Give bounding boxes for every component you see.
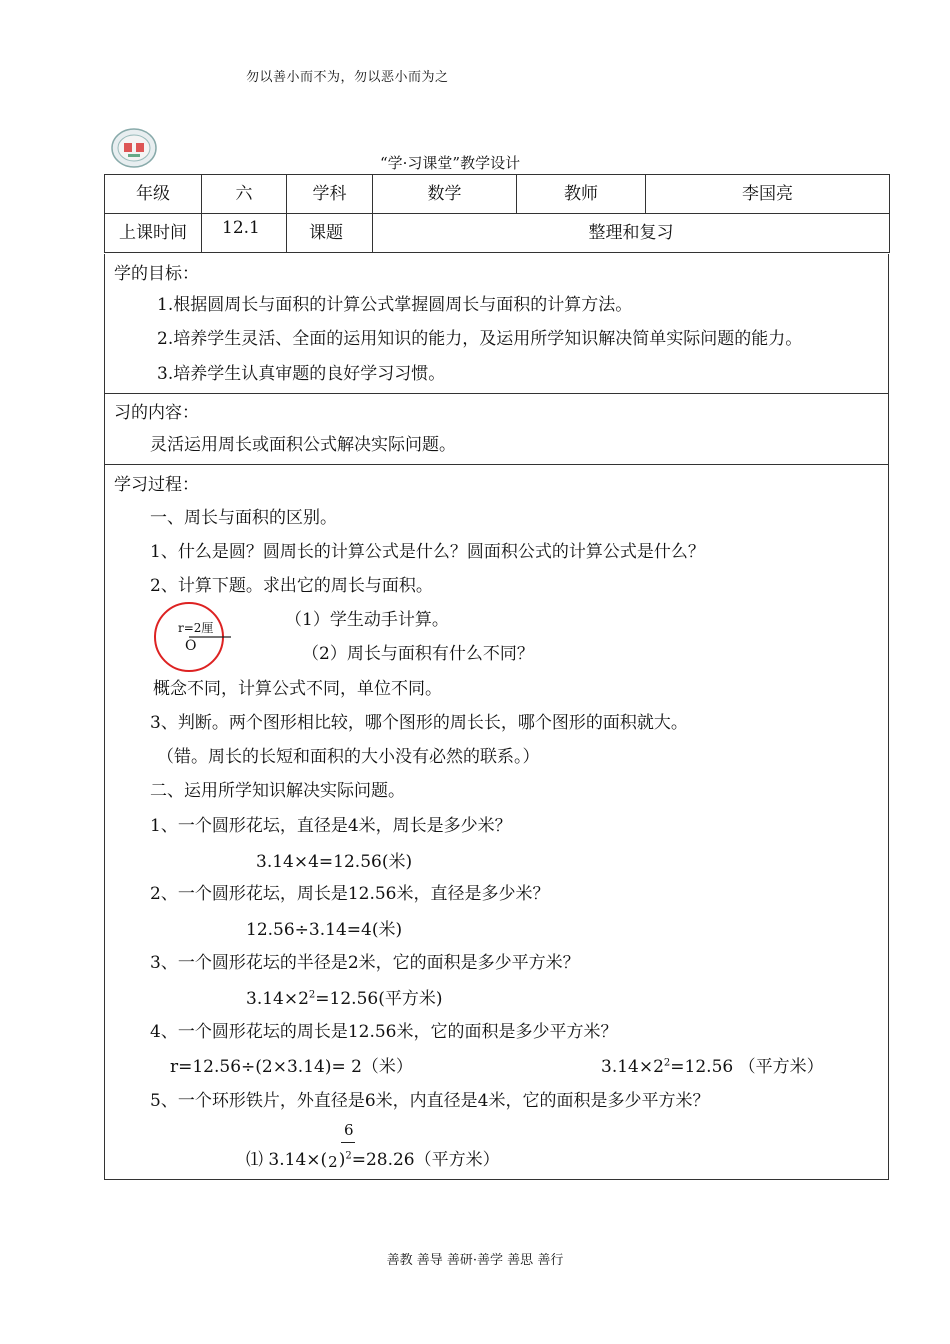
problem-3: 3、一个圆形花坛的半径是2米，它的面积是多少平方米？ (150, 953, 580, 973)
document-title: “学·习课堂”教学设计 (380, 154, 521, 172)
goal-item: 3.培养学生认真审题的良好学习习惯。 (157, 364, 446, 384)
problem-2: 2、一个圆形花坛，周长是12.56米，直径是多少米？ (150, 884, 550, 904)
teacher-value: 李国亮 (742, 184, 793, 204)
goals-section (104, 254, 889, 394)
question-3: 3、判断。两个图形相比较，哪个图形的周长长，哪个图形的面积就大。 (150, 713, 688, 733)
step-2: （2）周长与面积有什么不同？ (302, 644, 534, 664)
topic-value: 整理和复习 (588, 223, 674, 243)
time-value: 12.1 (222, 218, 260, 238)
content-heading: 习的内容： (114, 403, 199, 423)
question-1: 1、什么是圆？圆周长的计算公式是什么？圆面积公式的计算公式是什么？ (150, 542, 705, 562)
school-logo (111, 128, 157, 168)
goal-item: 1.根据圆周长与面积的计算公式掌握圆周长与面积的计算方法。 (157, 295, 633, 315)
topic-label: 课题 (309, 223, 343, 243)
problem-1: 1、一个圆形花坛，直径是4米，周长是多少米？ (150, 816, 512, 836)
problem-5: 5、一个环形铁片，外直径是6米，内直径是4米，它的面积是多少平方米？ (150, 1091, 710, 1111)
content-text: 灵活运用周长或面积公式解决实际问题。 (150, 435, 456, 455)
goals-heading: 学的目标： (114, 264, 199, 284)
problem-5-answer: ⑴ $3.14\times(2)^2=28.26$（平方米） (246, 1150, 500, 1171)
problem-3-answer: $3.14\times 2^2=12.56$(平方米) (246, 989, 443, 1009)
section-heading: 一、周长与面积的区别。 (150, 508, 337, 528)
process-heading: 学习过程： (114, 475, 199, 495)
process-section (104, 465, 889, 1180)
lesson-info-table (104, 174, 890, 253)
problem-1-answer: 3.14×4=12.56(米) (256, 852, 413, 872)
content-section (104, 394, 889, 465)
difference-answer: 概念不同，计算公式不同，单位不同。 (153, 679, 442, 699)
goal-item: 2.培养学生灵活、全面的运用知识的能力，及运用所学知识解决简单实际问题的能力。 (157, 329, 803, 349)
problem-4-answer-radius: r=12.56÷(2×3.14)= 2（米） (170, 1057, 413, 1077)
fraction-bar (341, 1142, 355, 1143)
circle-center-label: O (185, 638, 197, 654)
grade-label: 年级 (136, 184, 170, 204)
subject-label: 学科 (312, 184, 347, 204)
question-3-answer: （错。周长的长短和面积的大小没有必然的联系。） (157, 747, 540, 767)
question-2: 2、计算下题。求出它的周长与面积。 (150, 576, 433, 596)
subject-value: 数学 (427, 184, 462, 204)
section-heading: 二、运用所学知识解决实际问题。 (150, 781, 405, 801)
time-label: 上课时间 (119, 223, 187, 243)
problem-4-answer-area: $3.14\times 2^2=12.56$ （平方米） (601, 1057, 824, 1077)
circle-radius-label: r=2厘 (178, 621, 214, 635)
step-1: （1）学生动手计算。 (285, 610, 449, 630)
motto: 勿以善小而不为，勿以恶小而为之 (246, 70, 449, 85)
problem-2-answer: 12.56÷3.14=4(米) (246, 920, 403, 940)
teacher-label: 教师 (564, 184, 598, 204)
problem-4: 4、一个圆形花坛的周长是12.56米，它的面积是多少平方米？ (150, 1022, 618, 1042)
fraction-numerator: 6 (344, 1121, 354, 1139)
grade-value: 六 (235, 184, 253, 204)
footer-text: 善教 善导 善研·善学 善思 善行 (386, 1253, 564, 1268)
